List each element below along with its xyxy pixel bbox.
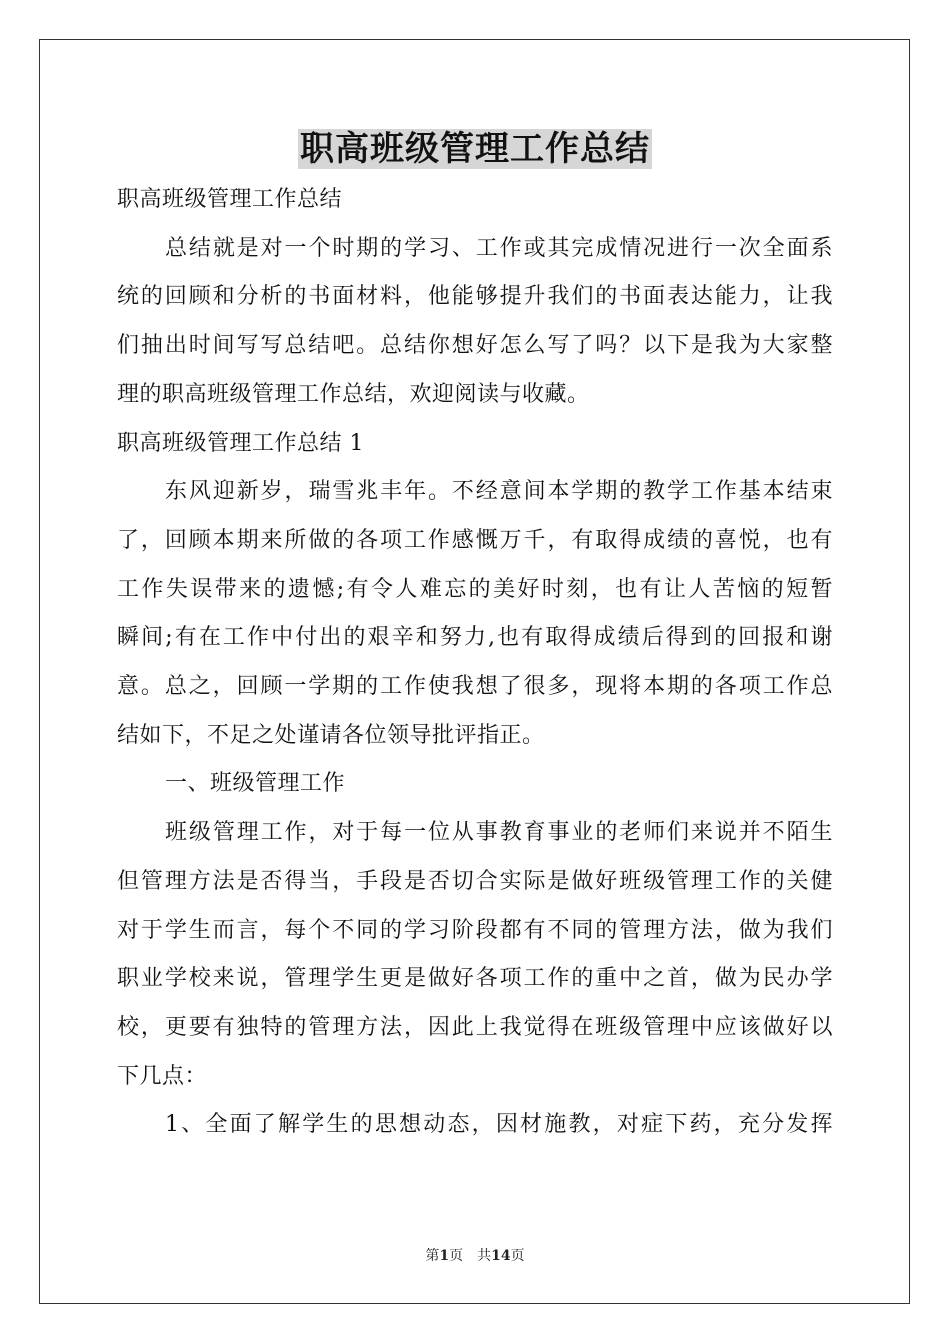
item-line: 1、全面了解学生的思想动态，因材施教，对症下药，充分发挥 [165,1112,833,1138]
section-line: 意。总之，回顾一学期的工作使我想了很多，现将本期的各项工作总 [117,674,833,700]
page-current: 1 [439,1248,450,1264]
section-line: 了，回顾本期来所做的各项工作感慨万千，有取得成绩的喜悦，也有 [117,527,833,553]
part-line: 但管理方法是否得当，手段是否切合实际是做好班级管理工作的关健 [117,868,833,894]
document-title-text: 职高班级管理工作总结 [300,129,650,169]
page-prefix: 第 [425,1248,440,1264]
document-title [0,126,950,172]
section-line: 结如下，不足之处谨请各位领导批评指正。 [117,722,545,748]
page-label: 页 [449,1248,464,1264]
intro-line: 理的职高班级管理工作总结，欢迎阅读与收藏。 [117,381,590,407]
part-heading: 一、班级管理工作 [165,771,346,797]
section-line: 工作失误带来的遗憾;有令人难忘的美好时刻，也有让人苦恼的短暂 [117,576,833,602]
intro-line: 们抽出时间写写总结吧。总结你想好怎么写了吗？以下是我为大家整 [117,333,833,359]
part-line: 职业学校来说，管理学生更是做好各项工作的重中之首，做为民办学 [117,966,833,992]
document-body [117,176,833,1150]
section-line: 瞬间;有在工作中付出的艰辛和努力,也有取得成绩后得到的回报和谢 [117,625,833,651]
total-prefix: 共 [477,1248,492,1264]
intro-line: 总结就是对一个时期的学习、工作或其完成情况进行一次全面系 [165,235,833,261]
part-line: 班级管理工作，对于每一位从事教育事业的老师们来说并不陌生 [165,820,833,846]
part-line: 对于学生而言，每个不同的学习阶段都有不同的管理方法，做为我们 [117,917,833,943]
document-subtitle: 职高班级管理工作总结 [117,187,343,212]
part-line: 下几点： [117,1063,208,1089]
section-heading: 职高班级管理工作总结 1 [117,430,364,456]
page-total: 14 [491,1248,511,1264]
page-footer [0,1246,950,1266]
part-line: 校，更要有独特的管理方法，因此上我觉得在班级管理中应该做好以 [117,1014,833,1040]
total-suffix: 页 [510,1248,525,1264]
section-line: 东风迎新岁，瑞雪兆丰年。不经意间本学期的教学工作基本结束 [165,479,833,505]
intro-line: 统的回顾和分析的书面材料，他能够提升我们的书面表达能力，让我 [117,284,833,310]
